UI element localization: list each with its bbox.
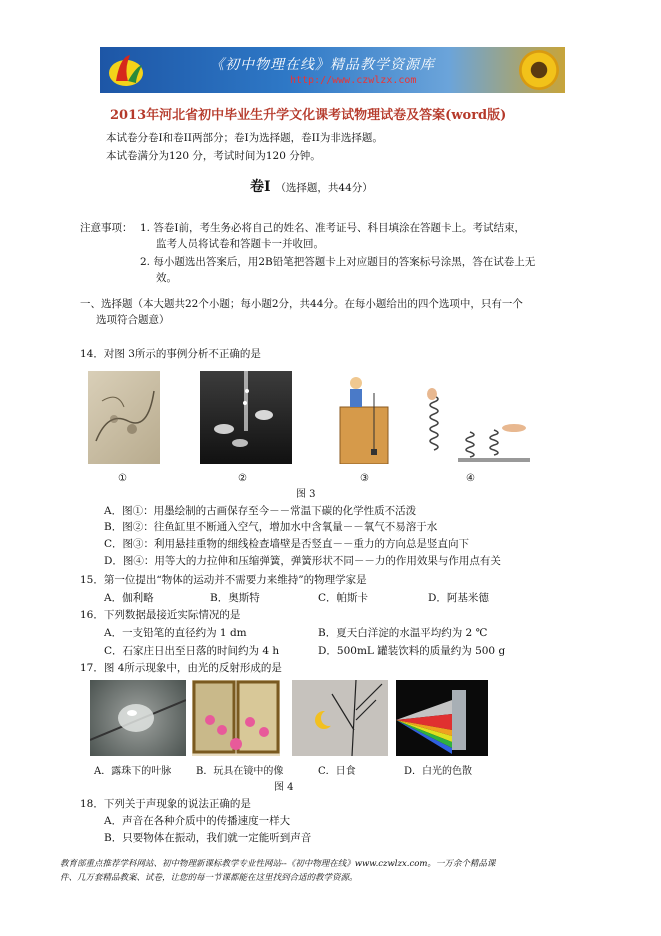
footer-line-2: 件、几万套精品教案、试卷，让您的每一节课都能在这里找到合适的教学资源。	[60, 873, 358, 883]
q16-option-d: D．500mL 罐装饮料的质量约为 500 g	[318, 645, 506, 657]
q18-option-b: B．只要物体在振动，我们就一定能听到声音	[104, 832, 312, 844]
spring-icon	[418, 388, 530, 463]
q14-option-d: D．图④：用等大的力拉伸和压缩弹簧，弹簧形状不同－－力的作用效果与作用点有关	[104, 555, 501, 567]
q14-figure-label-4: ④	[466, 473, 475, 484]
q14-option-a: A．图①：用墨绘制的古画保存至今－－常温下碳的化学性质不活泼	[104, 505, 417, 517]
q17-figure-label-c: C．日食	[318, 766, 356, 777]
header-banner	[100, 47, 565, 93]
q16-stem: 16．下列数据最接近实际情况的是	[80, 609, 241, 621]
part1-line-2: 选项符合题意）	[96, 314, 170, 326]
q17-figure-label-b: B．玩具在镜中的像	[196, 766, 284, 777]
notice-label: 注意事项：	[80, 222, 133, 234]
q17-figure-c-eclipse	[292, 680, 388, 756]
q16-option-b: B．夏天白洋淀的水温平均约为 2 ℃	[318, 627, 488, 639]
notice-2-line-2: 效。	[156, 272, 177, 284]
notice-1-line-1: 1. 答卷Ⅰ前，考生务必将自己的姓名、准考证号、科目填涂在答题卡上。考试结束，	[140, 222, 526, 234]
banner-title: 《初中物理在线》精品教学资源库	[210, 57, 435, 73]
site-logo-icon	[106, 51, 146, 89]
q14-figure-4-springs	[418, 388, 530, 463]
q17-figure-caption: 图 4	[274, 782, 294, 793]
sunflower-icon	[519, 50, 559, 90]
fish-tank-icon	[200, 371, 292, 464]
footer-line-1: 教育部重点推荐学科网站、初中物理新课标教学专业性网站--《初中物理在线》www.czwlzx.com。一万余个精品课	[60, 859, 496, 869]
q15-option-d: D．阿基米德	[428, 592, 489, 604]
document-title: 2013年河北省初中毕业生升学文化课考试物理试卷及答案(word版)	[110, 108, 507, 123]
q15-stem: 15．第一位提出“物体的运动并不需要力来维持”的物理学家是	[80, 574, 367, 586]
q16-option-c: C．石家庄日出至日落的时间约为 4 h	[104, 645, 280, 657]
q17-figure-label-a: A．露珠下的叶脉	[94, 766, 172, 777]
q14-figure-2-aquarium	[200, 371, 292, 464]
q14-figure-1-painting	[88, 371, 160, 464]
part1-line-1: 一、选择题（本大题共22个小题；每小题2分，共44分。在每小题给出的四个选项中，只有一个	[80, 298, 523, 310]
q14-figure-caption: 图 3	[296, 489, 316, 500]
q14-figure-label-3: ③	[360, 473, 369, 484]
q14-option-c: C．图③：利用悬挂重物的细线检查墙壁是否竖直－－重力的方向总是竖直向下	[104, 538, 470, 550]
q17-figure-a-dewdrop	[90, 680, 186, 756]
notice-1-line-2: 监考人员将试卷和答题卡一并收回。	[156, 238, 324, 250]
q14-option-b: B．图②：往鱼缸里不断通入空气，增加水中含氧量－－氧气不易溶于水	[104, 521, 438, 533]
dewdrop-icon	[90, 680, 186, 756]
section-heading	[250, 176, 373, 196]
eclipse-icon	[292, 680, 388, 756]
q18-stem: 18．下列关于声现象的说法正确的是	[80, 798, 251, 810]
intro-line-1: 本试卷分卷I和卷II两部分；卷I为选择题，卷II为非选择题。	[106, 132, 383, 144]
q17-figure-b-mirror	[192, 680, 280, 756]
q14-stem: 14．对图 3所示的事例分析不正确的是	[80, 348, 261, 360]
q17-figure-label-d: D．白光的色散	[404, 766, 473, 777]
prism-icon	[396, 680, 488, 756]
mirror-toys-icon	[192, 680, 280, 756]
q15-option-a: A．伽利略	[104, 592, 154, 604]
section-title: 卷Ⅰ	[250, 179, 271, 195]
q14-figure-label-2: ②	[238, 473, 247, 484]
section-note: （选择题，共44分）	[275, 182, 373, 194]
notice-2-line-1: 2. 每小题选出答案后，用2B铅笔把答题卡上对应题目的答案标号涂黑，答在试卷上无	[140, 256, 536, 268]
q16-option-a: A．一支铅笔的直径约为 1 dm	[104, 627, 247, 639]
banner-url[interactable]: http://www.czwlzx.com	[290, 75, 417, 86]
ink-painting-icon	[88, 371, 160, 464]
q14-figure-label-1: ①	[118, 473, 127, 484]
q17-stem: 17．图 4所示现象中，由光的反射形成的是	[80, 662, 282, 674]
q15-option-c: C．帕斯卡	[318, 592, 369, 604]
intro-line-2: 本试卷满分为120 分，考试时间为120 分钟。	[106, 150, 321, 162]
q14-figure-3-plumb-line	[330, 371, 398, 464]
worker-wall-icon	[330, 371, 398, 464]
q17-figure-d-dispersion	[396, 680, 488, 756]
q18-option-a: A．声音在各种介质中的传播速度一样大	[104, 815, 291, 827]
q15-option-b: B．奥斯特	[210, 592, 260, 604]
